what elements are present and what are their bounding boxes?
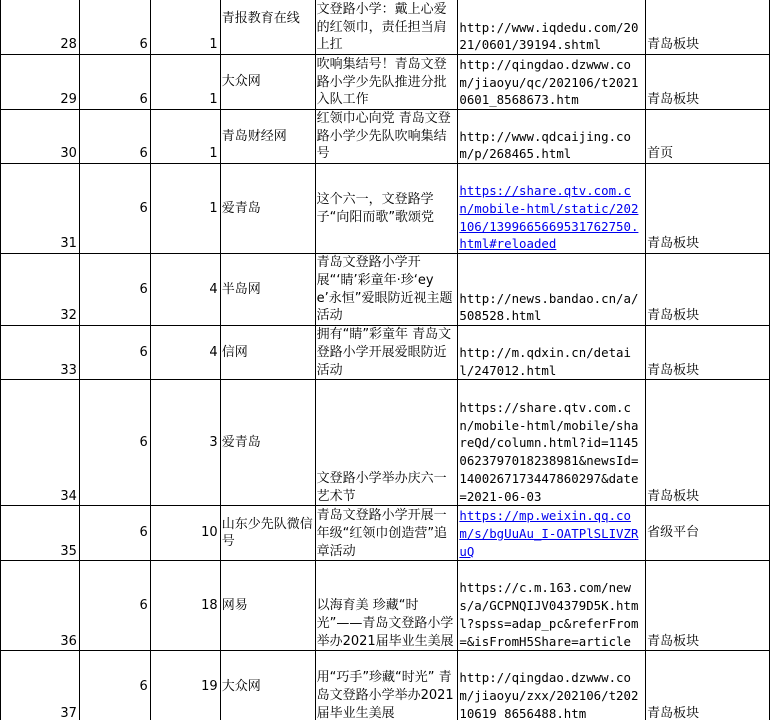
month-cell: 6 — [79, 254, 150, 326]
source-cell: 网易 — [220, 561, 315, 651]
url-cell: http://qingdao.dzwww.com/jiaoyu/qc/202106/t20210601_8568673.htm — [458, 55, 646, 110]
day-cell: 4 — [150, 326, 220, 380]
source-cell: 半岛网 — [220, 254, 315, 326]
title-cell: 用“巧手”珍藏“时光” 青岛文登路小学举办2021届毕业生美展 — [315, 651, 458, 720]
url-cell: https://share.qtv.com.cn/mobile-html/mobile/shareQd/column.html?id=11450623797018238981&newsId=1400267173447860297&date=2021-06-03 — [458, 380, 646, 506]
month-cell: 6 — [79, 55, 150, 110]
row-number: 28 — [1, 0, 80, 55]
platform-cell: 首页 — [646, 110, 770, 164]
row-number: 32 — [1, 254, 80, 326]
table-row — [1, 380, 770, 506]
day-cell: 1 — [150, 110, 220, 164]
month-cell: 6 — [79, 506, 150, 561]
day-cell: 1 — [150, 164, 220, 254]
url-cell[interactable] — [458, 506, 646, 561]
month-cell: 6 — [79, 561, 150, 651]
day-cell: 4 — [150, 254, 220, 326]
platform-cell: 青岛板块 — [646, 55, 770, 110]
title-cell: 拥有“睛”彩童年 青岛文登路小学开展爱眼防近活动 — [315, 326, 458, 380]
row-number: 36 — [1, 561, 80, 651]
table-row — [1, 55, 770, 110]
source-cell: 大众网 — [220, 651, 315, 720]
title-cell: 吹响集结号！青岛文登路小学少先队推进分批入队工作 — [315, 55, 458, 110]
row-number: 29 — [1, 55, 80, 110]
url-cell: https://c.m.163.com/news/a/GCPNQIJV04379D5K.html?spss=adap_pc&referFrom=&isFromH5Share=article — [458, 561, 646, 651]
title-cell: 青岛文登路小学开展一年级“红领巾创造营”追章活动 — [315, 506, 458, 561]
title-cell: 青岛文登路小学开展“‘睛’彩童年·珍‘eye’永恒”爱眼防近视主题活动 — [315, 254, 458, 326]
day-cell: 19 — [150, 651, 220, 720]
day-cell: 1 — [150, 55, 220, 110]
row-number: 35 — [1, 506, 80, 561]
row-number: 33 — [1, 326, 80, 380]
platform-cell: 青岛板块 — [646, 326, 770, 380]
table-row — [1, 651, 770, 720]
table-row — [1, 254, 770, 326]
source-cell: 爱青岛 — [220, 380, 315, 506]
url-cell: http://www.iqdedu.com/2021/0601/39194.shtml — [458, 0, 646, 55]
month-cell: 6 — [79, 0, 150, 55]
url-cell[interactable] — [458, 164, 646, 254]
month-cell: 6 — [79, 380, 150, 506]
day-cell: 10 — [150, 506, 220, 561]
platform-cell: 青岛板块 — [646, 254, 770, 326]
title-cell: 红领巾心向党 青岛文登路小学少先队吹响集结号 — [315, 110, 458, 164]
platform-cell: 青岛板块 — [646, 651, 770, 720]
table-row — [1, 326, 770, 380]
month-cell: 6 — [79, 110, 150, 164]
row-number: 31 — [1, 164, 80, 254]
month-cell: 6 — [79, 164, 150, 254]
source-cell: 大众网 — [220, 55, 315, 110]
day-cell: 18 — [150, 561, 220, 651]
source-cell: 山东少先队微信号 — [220, 506, 315, 561]
source-cell: 青报教育在线 — [220, 0, 315, 55]
day-cell: 3 — [150, 380, 220, 506]
table-row — [1, 164, 770, 254]
url-cell: http://www.qdcaijing.com/p/268465.html — [458, 110, 646, 164]
row-number: 37 — [1, 651, 80, 720]
table-row — [1, 0, 770, 55]
title-cell: 文登路小学：戴上心爱的红领巾，责任担当肩上扛 — [315, 0, 458, 55]
source-cell: 信网 — [220, 326, 315, 380]
source-cell: 青岛财经网 — [220, 110, 315, 164]
platform-cell: 青岛板块 — [646, 0, 770, 55]
url-cell: http://news.bandao.cn/a/508528.html — [458, 254, 646, 326]
title-cell: 以海育美 珍藏“时光”——青岛文登路小学举办2021届毕业生美展 — [315, 561, 458, 651]
article-link[interactable]: https://mp.weixin.qq.com/s/bgUuAu_I-OATPlSLIVZRuQ — [459, 508, 639, 559]
url-cell: http://m.qdxin.cn/detail/247012.html — [458, 326, 646, 380]
month-cell: 6 — [79, 326, 150, 380]
platform-cell: 青岛板块 — [646, 380, 770, 506]
title-cell: 这个六一，文登路学子“向阳而歌”歌颂党 — [315, 164, 458, 254]
table-row — [1, 561, 770, 651]
article-link[interactable]: https://share.qtv.com.cn/mobile-html/static/202106/1399665669531762750.html#reloaded — [459, 183, 639, 252]
day-cell: 1 — [150, 0, 220, 55]
source-cell: 爱青岛 — [220, 164, 315, 254]
table-row — [1, 506, 770, 561]
row-number: 34 — [1, 380, 80, 506]
platform-cell: 省级平台 — [646, 506, 770, 561]
platform-cell: 青岛板块 — [646, 164, 770, 254]
url-cell: http://qingdao.dzwww.com/jiaoyu/zxx/202106/t20210619_8656488.htm — [458, 651, 646, 720]
month-cell: 6 — [79, 651, 150, 720]
platform-cell: 青岛板块 — [646, 561, 770, 651]
row-number: 30 — [1, 110, 80, 164]
table-row — [1, 110, 770, 164]
title-cell: 文登路小学举办庆六一艺术节 — [315, 380, 458, 506]
